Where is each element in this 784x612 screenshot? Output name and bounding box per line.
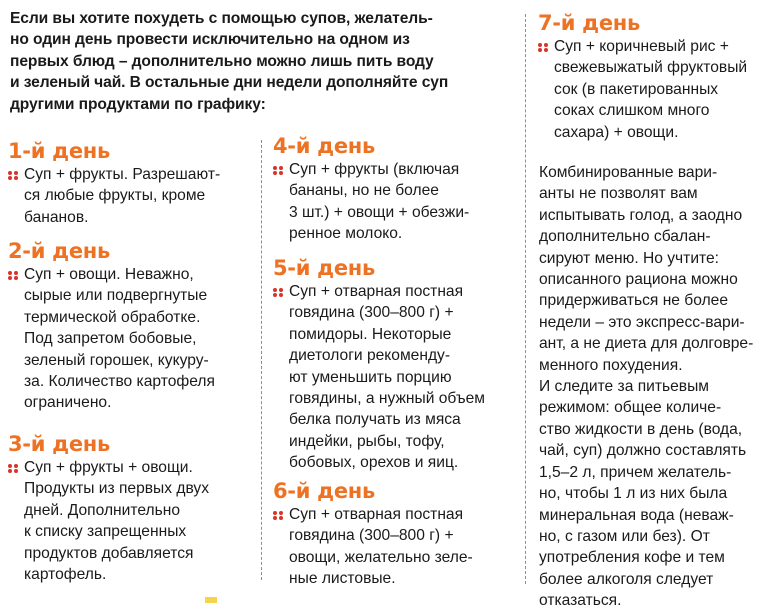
intro-text: Если вы хотите похудеть с помощью супов, желатель- но один день провести исключительно на одном из первых блюд – дополнительно можно лишь пить воду и зеленый чай. В остальные дни недели дополняйте суп другими продуктами по графику: [10, 10, 449, 113]
bullet-icon [273, 288, 284, 296]
bullet-icon [8, 464, 19, 472]
day-4-text: Суп + фрукты (включая бананы, но не более 3 шт.) + овощи + обезжи- ренное молоко. [289, 161, 470, 243]
day-1-title: 1-й день [8, 139, 110, 163]
day-5-text: Суп + отварная постная говядина (300–800 г) + помидоры. Некоторые диетологи рекоменду- ют уменьшить порцию говядины, а нужный объем белка получать из мяса индейки, рыбы, тофу, бобовых, орехов и яиц. [289, 283, 485, 472]
divider-line-1 [261, 140, 262, 580]
day-1-block [8, 138, 248, 228]
day-2-block [8, 238, 248, 414]
day-6-block [273, 478, 518, 590]
day-4-title: 4-й день [273, 134, 375, 158]
day-5-block [273, 255, 518, 474]
day-2-text: Суп + овощи. Неважно, сырые или подвергнутые термической обработке. Под запретом бобовые, зеленый горошек, кукуру- за. Количество картофеля ограничено. [24, 266, 215, 412]
day-7-block [538, 10, 778, 143]
bullet-icon [273, 511, 284, 519]
divider-line-2 [525, 14, 526, 584]
bullet-icon [8, 171, 19, 179]
day-6-text: Суп + отварная постная говядина (300–800 г) + овощи, желательно зеле- ные листовые. [289, 506, 473, 588]
bullet-icon [538, 43, 549, 51]
day-7-title: 7-й день [538, 11, 640, 35]
decorative-mark [205, 597, 217, 603]
day-2-title: 2-й день [8, 239, 110, 263]
day-5-title: 5-й день [273, 256, 375, 280]
advice-note: Комбинированные вари- анты не позволят вам испытывать голод, а заодно дополнительно сбалан- сируют меню. Но учтите: описанного рациона можно придерживаться не более недели – это экспресс-вари- ант, а не диета для долговре- менного похудения. И следите за питьевым режимом: общее количе- ство жидкости в день (вода, чай, суп) должно составлять 1,5–2 л, причем желатель- но, чтобы 1 л из них была минеральная вода (неваж- но, с газом или без). От употребления кофе и тем более алкоголя следует отказаться. [539, 164, 754, 610]
day-3-text: Суп + фрукты + овощи. Продукты из первых двух дней. Дополнительно к списку запрещенных продуктов добавляется картофель. [24, 459, 210, 584]
day-6-title: 6-й день [273, 479, 375, 503]
day-1-text: Суп + фрукты. Разрешают- ся любые фрукты, кроме бананов. [24, 166, 221, 226]
day-3-block [8, 431, 248, 585]
day-4-block [273, 133, 518, 245]
day-3-title: 3-й день [8, 432, 110, 456]
bullet-icon [273, 166, 284, 174]
bullet-icon [8, 271, 19, 279]
day-7-text: Суп + коричневый рис + свежевыжатый фруктовый сок (в пакетированных соках слишком много сахара) + овощи. [554, 38, 748, 141]
